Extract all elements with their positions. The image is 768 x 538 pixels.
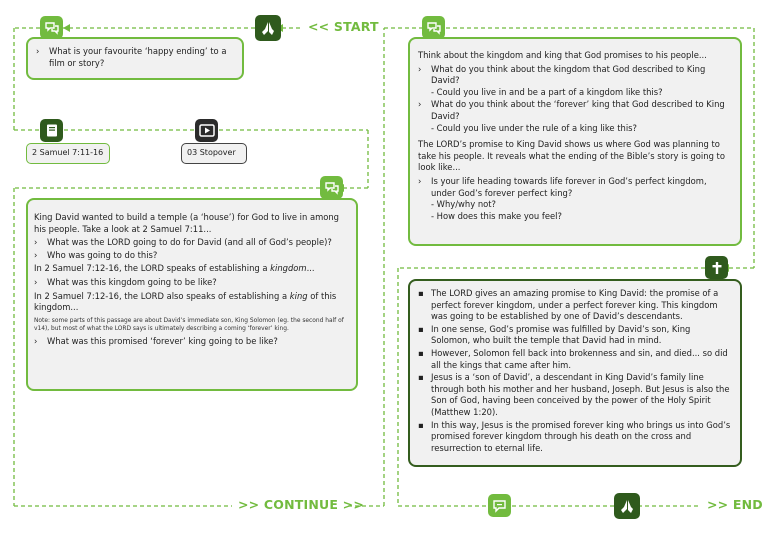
speech-bubbles-icon — [40, 16, 63, 39]
list-item: ▪ The LORD gives an amazing promise to King David: the promise of a perfect forever kingdom, under a perfect forever king. This kingdom was going to be established by one of David’s descendants. — [418, 288, 719, 322]
comment-icon — [488, 494, 511, 517]
praying-hands-icon — [255, 15, 281, 41]
intro-text: King David wanted to build a temple (a ‘house’) for God to live in among his people. Take a look at 2 Samuel 7:11... — [34, 212, 339, 234]
list-item: › What is your favourite ‘happy ending’ to a film or story? — [36, 46, 227, 68]
bible-book-icon — [40, 119, 63, 142]
end-label: >> END — [707, 497, 763, 512]
promise-text: The LORD’s promise to King David shows us where God was planning to take his people. It reveals what the ending of the Bible’s story is going to look like... — [418, 139, 725, 173]
king-text: In 2 Samuel 7:12-16, the LORD also speaks of establishing a king of this kingdom... — [34, 290, 337, 313]
list-item: › What was this promised ‘forever’ king going to be like? — [34, 335, 278, 346]
intro-text: Think about the kingdom and king that God promises to his people... — [418, 50, 707, 60]
bible-study-box — [26, 198, 358, 391]
list-item: ▪ In one sense, God’s promise was fulfilled by David’s son, King Solomon, who built the temple that David had in mind. — [418, 323, 691, 346]
list-item: ▪ However, Solomon fell back into brokenness and sin, and died... so did all the kings that came after him. — [418, 347, 728, 370]
list-item: ▪ In this way, Jesus is the promised forever king who brings us into God’s promised forever kingdom through his death on the cross and resurrection to eternal life. — [418, 419, 731, 453]
start-label: << START — [308, 19, 379, 34]
note-text: Note: some parts of this passage are about David’s immediate son, King Solomon (eg. the second half of v14), but most of what the LORD says is ultimately describing a coming ‘forever’ king. — [34, 317, 344, 332]
video-reference-tag: 03 Stopover — [181, 143, 247, 164]
list-item: ▪ Jesus is a ‘son of David’, a descendant in King David’s family line through both his mother and her husband, Joseph. But Jesus is also the Son of God, having been conceived by the power of the Holy Spirit (Matthew 1:20). — [418, 372, 730, 417]
cross-icon — [705, 256, 728, 279]
speech-bubbles-icon — [320, 176, 343, 199]
continue-label: >> CONTINUE >> — [238, 497, 364, 512]
list-item: › Is your life heading towards life forever in God’s perfect kingdom, under God’s forever perfect king? - Why/why not? - How does this make you feel? — [418, 175, 707, 221]
list-item: › What was this kingdom going to be like? — [34, 276, 217, 287]
list-item: › What was the LORD going to do for David (and all of God’s people)? — [34, 237, 332, 248]
list-item: › What do you think about the ‘forever’ king that God described to King David? - Could you live under the rule of a king like this? — [418, 99, 725, 133]
opening-question-box — [26, 37, 244, 80]
bible-reference-tag: 2 Samuel 7:11-16 — [26, 143, 110, 164]
reflection-box — [408, 37, 742, 246]
list-item: › What do you think about the kingdom that God described to King David? - Could you live in and be a part of a kingdom like this? — [418, 63, 706, 97]
kingdom-text: In 2 Samuel 7:12-16, the LORD speaks of establishing a kingdom... — [34, 263, 315, 274]
speech-bubbles-icon — [422, 16, 445, 39]
list-item: › Who was going to do this? — [34, 249, 158, 260]
video-play-icon — [195, 119, 218, 142]
praying-hands-icon — [614, 493, 640, 519]
summary-box — [408, 279, 742, 467]
